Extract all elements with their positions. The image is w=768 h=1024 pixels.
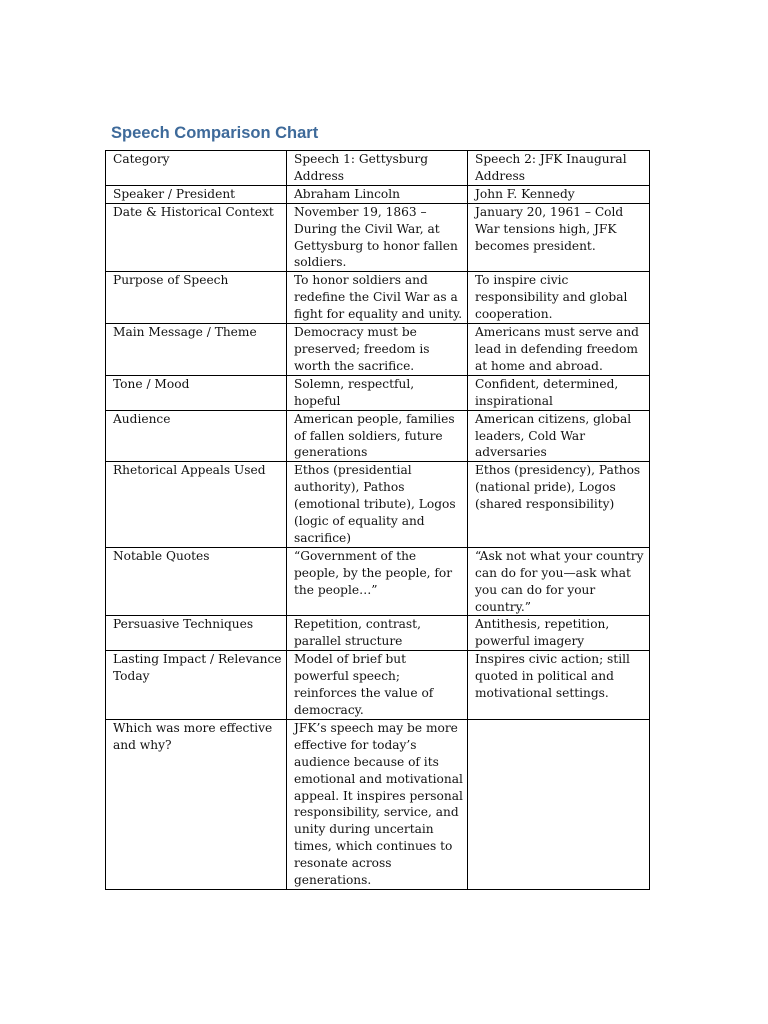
header-speech2: Speech 2: JFK Inaugural Address [468,151,650,186]
row-speech2: American citizens, global leaders, Cold War adversaries [468,410,650,462]
table-header-row [106,151,650,186]
row-speech1: Ethos (presidential authority), Pathos (emotional tribute), Logos (logic of equality and sacrifice) [287,462,468,548]
row-speech1: November 19, 1863 – During the Civil War, at Gettysburg to honor fallen soldiers. [287,203,468,272]
table-row [106,410,650,462]
row-speech2: Antithesis, repetition, powerful imagery [468,616,650,651]
speech-comparison-table [105,150,650,890]
row-category: Purpose of Speech [106,272,287,324]
row-category: Date & Historical Context [106,203,287,272]
document-title: Speech Comparison Chart [111,124,319,142]
row-category: Audience [106,410,287,462]
row-category: Persuasive Techniques [106,616,287,651]
row-speech1: Democracy must be preserved; freedom is worth the sacrifice. [287,324,468,376]
row-speech2 [468,719,650,889]
row-speech1: Repetition, contrast, parallel structure [287,616,468,651]
row-category: Speaker / President [106,185,287,203]
row-speech1: Model of brief but powerful speech; reinforces the value of democracy. [287,651,468,720]
row-speech2: Inspires civic action; still quoted in political and motivational settings. [468,651,650,720]
table-row [106,272,650,324]
row-speech1: American people, families of fallen soldiers, future generations [287,410,468,462]
row-category: Main Message / Theme [106,324,287,376]
row-speech1: Solemn, respectful, hopeful [287,375,468,410]
row-category: Rhetorical Appeals Used [106,462,287,548]
table-row [106,324,650,376]
row-category: Which was more effective and why? [106,719,287,889]
table-row [106,375,650,410]
row-category: Tone / Mood [106,375,287,410]
row-speech2: John F. Kennedy [468,185,650,203]
row-speech1: Abraham Lincoln [287,185,468,203]
table-row [106,462,650,548]
table-row [106,719,650,889]
row-category: Lasting Impact / Relevance Today [106,651,287,720]
header-category: Category [106,151,287,186]
row-speech2: Ethos (presidency), Pathos (national pride), Logos (shared responsibility) [468,462,650,548]
row-speech2: “Ask not what your country can do for you—ask what you can do for your country.” [468,547,650,616]
table-row [106,616,650,651]
row-category: Notable Quotes [106,547,287,616]
row-speech2: Americans must serve and lead in defending freedom at home and abroad. [468,324,650,376]
row-speech1: “Government of the people, by the people, for the people…” [287,547,468,616]
row-speech2: January 20, 1961 – Cold War tensions high, JFK becomes president. [468,203,650,272]
table-row [106,203,650,272]
row-speech1: To honor soldiers and redefine the Civil War as a fight for equality and unity. [287,272,468,324]
row-speech1: JFK’s speech may be more effective for today’s audience because of its emotional and motivational appeal. It inspires personal responsibility, service, and unity during uncertain times, which continues to resonate across generations. [287,719,468,889]
table-row [106,185,650,203]
header-speech1: Speech 1: Gettysburg Address [287,151,468,186]
table-row [106,651,650,720]
row-speech2: To inspire civic responsibility and global cooperation. [468,272,650,324]
table-row [106,547,650,616]
row-speech2: Confident, determined, inspirational [468,375,650,410]
